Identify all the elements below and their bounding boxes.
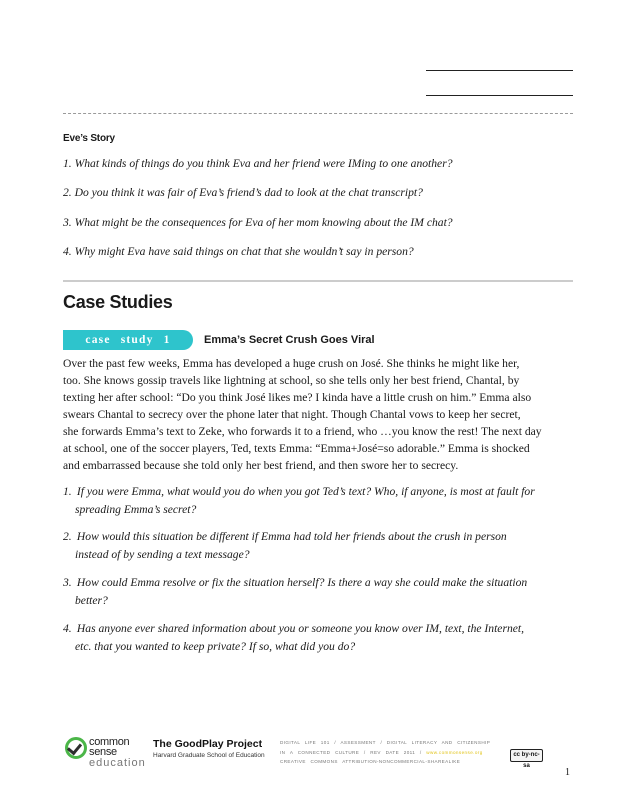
logo-line-education: education [89, 757, 146, 769]
question-text-cont: instead of by sending a text message? [75, 547, 250, 561]
question-text-cont: better? [75, 593, 108, 607]
logo-line-common: common [89, 736, 130, 748]
case-paragraph [63, 355, 563, 474]
fine-line-3: CREATIVE COMMONS ATTRIBUTION-NONCOMMERCIAL-SHAREALIKE [280, 759, 461, 764]
paragraph-line: texting her after school: “Do you think José likes me? I kinda have a little crush on him.” Emma also [63, 391, 532, 404]
question-number: 3. [63, 576, 72, 589]
question-text: How would this situation be different if Emma had told her friends about the crush in person [76, 530, 507, 543]
footer-fine-print [280, 738, 500, 767]
page-number: 1 [565, 767, 570, 778]
fine-line-2-text: IN A CONNECTED CULTURE / REV DATE 2011 / [280, 749, 422, 755]
paragraph-line: swears Chantal to secrecy over the phone later that night. Though Chantal vows to keep her secret, [63, 408, 521, 421]
name-line-2 [426, 95, 573, 96]
question-text: Has anyone ever shared information about you or someone you know over IM, text, the Internet, [76, 622, 525, 635]
question-text: If you were Emma, what would you do when you got Ted’s text? Who, if anyone, is most at fault for [76, 485, 535, 498]
question-text-cont: spreading Emma’s secret? [75, 502, 197, 516]
case-question-1 [63, 483, 573, 518]
paragraph-line: and embarrassed because she told only her best friend, and then swore her to secrecy. [63, 459, 459, 472]
question-text-cont: etc. that you wanted to keep private? If so, what did you do? [75, 639, 356, 653]
question-text: How could Emma resolve or fix the situation herself? Is there a way she could make the situation [76, 576, 528, 589]
case-studies-heading: Case Studies [63, 292, 173, 312]
dashed-divider [63, 113, 573, 114]
logo-wordmark [89, 737, 129, 757]
eva-section-heading: Eve’s Story [63, 133, 115, 144]
question-number: 2. [63, 530, 72, 543]
paragraph-line: she forwards Emma’s text to Zeke, who forwards it to a friend, who …you know the rest! The next day [63, 425, 542, 438]
paragraph-line: too. She knows gossip travels like lightning at school, so she tells only her best friend, Chantal, by [63, 374, 520, 387]
paragraph-line: at school, one of the soccer players, Ted, texts Emma: “Emma+José=so adorable.” Emma is shocked [63, 442, 530, 455]
paragraph-line: Over the past few weeks, Emma has developed a huge crush on José. She thinks he might like her, [63, 357, 520, 370]
case-question-4 [63, 620, 573, 655]
section-divider [63, 280, 573, 282]
fine-line-1: DIGITAL LIFE 101 / ASSESSMENT / DIGITAL LITERACY AND CITIZENSHIP [280, 740, 491, 745]
question-number: 1. [63, 485, 72, 498]
website-link[interactable]: www.commonsense.org [426, 749, 483, 755]
case-question-2 [63, 528, 573, 563]
case-question-3 [63, 574, 573, 609]
eva-question-2: 2. Do you think it was fair of Eva’s friend’s dad to look at the chat transcript? [63, 186, 423, 199]
case-study-title: Emma’s Secret Crush Goes Viral [204, 334, 375, 346]
goodplay-subtitle: Harvard Graduate School of Education [153, 752, 265, 759]
goodplay-title: The GoodPlay Project [153, 738, 263, 750]
eva-question-3: 3. What might be the consequences for Eva of her mom knowing about the IM chat? [63, 216, 453, 229]
creative-commons-badge-icon: cc by-nc-sa [510, 749, 543, 762]
fine-line-2 [280, 748, 500, 758]
name-line-1 [426, 70, 573, 71]
eva-question-1: 1. What kinds of things do you think Eva and her friend were IMing to one another? [63, 157, 453, 170]
case-study-pill: case study 1 [63, 330, 193, 350]
question-number: 4. [63, 622, 72, 635]
eva-question-4: 4. Why might Eva have said things on chat that she wouldn’t say in person? [63, 245, 414, 258]
logo-line-sense: sense [89, 746, 117, 758]
